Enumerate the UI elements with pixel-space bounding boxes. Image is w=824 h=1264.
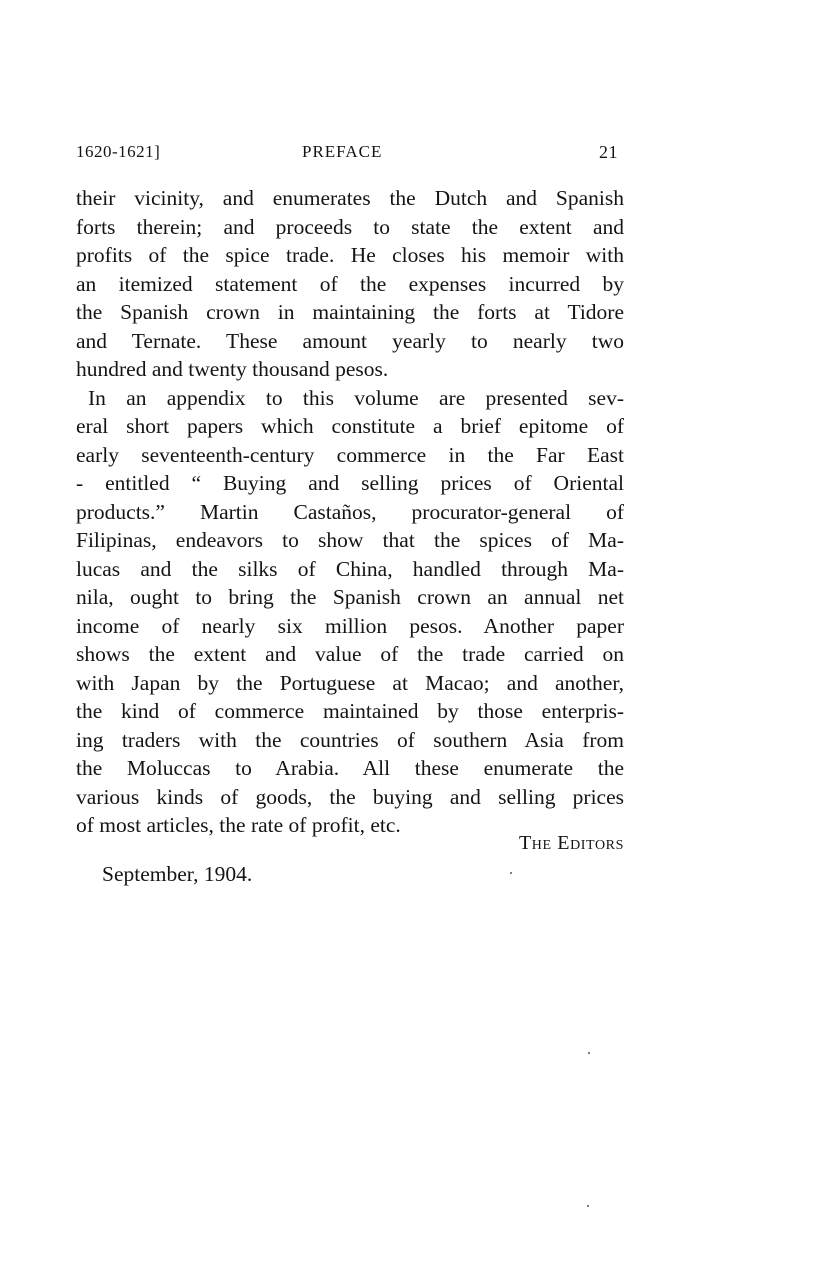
text-line: forts therein; and proceeds to state the extent and [76,214,624,239]
text-line: their vicinity, and enumerates the Dutch and Spanish [76,186,624,210]
text-line: income of nearly six million pesos. Another paper [76,613,624,638]
body-text [76,184,624,840]
text-line: the Moluccas to Arabia. All these enumerate the [76,756,624,780]
running-head-title: PREFACE [302,142,383,161]
signature: The Editors [518,832,624,854]
text-line: shows the extent and value of the trade carried on [76,642,624,666]
print-speck [588,1052,590,1054]
text-line: hundred and twenty thousand pesos. [76,357,389,381]
text-line: various kinds of goods, the buying and selling prices [76,784,624,809]
page-number: 21 [599,142,618,162]
running-head [76,142,624,166]
text-line: - entitled “ Buying and selling prices of Oriental [76,471,624,495]
text-line: products.” Martin Castaños, procurator-general of [76,499,624,524]
running-head-date-range: 1620-1621] [76,142,161,161]
text-line: early seventeenth-century commerce in the Far East [76,442,624,467]
text-line: an itemized statement of the expenses incurred by [76,271,624,296]
print-speck [510,872,512,874]
text-line: ing traders with the countries of southern Asia from [76,727,624,752]
text-line: the kind of commerce maintained by those enterpris- [76,699,624,723]
print-speck [587,1205,589,1207]
dateline: September, 1904. [102,862,253,886]
text-line: nila, ought to bring the Spanish crown an annual net [76,585,624,609]
text-line: of most articles, the rate of profit, etc. [76,813,401,837]
text-line: eral short papers which constitute a brief epitome of [76,414,624,438]
text-line: profits of the spice trade. He closes his memoir with [76,243,624,267]
text-line: lucas and the silks of China, handled through Ma- [76,556,624,581]
text-line: In an appendix to this volume are presented sev- [88,385,624,410]
text-line: the Spanish crown in maintaining the forts at Tidore [76,300,624,324]
text-line: and Ternate. These amount yearly to nearly two [76,328,624,353]
text-line: with Japan by the Portuguese at Macao; and another, [76,670,624,695]
text-line: Filipinas, endeavors to show that the spices of Ma- [76,528,624,552]
